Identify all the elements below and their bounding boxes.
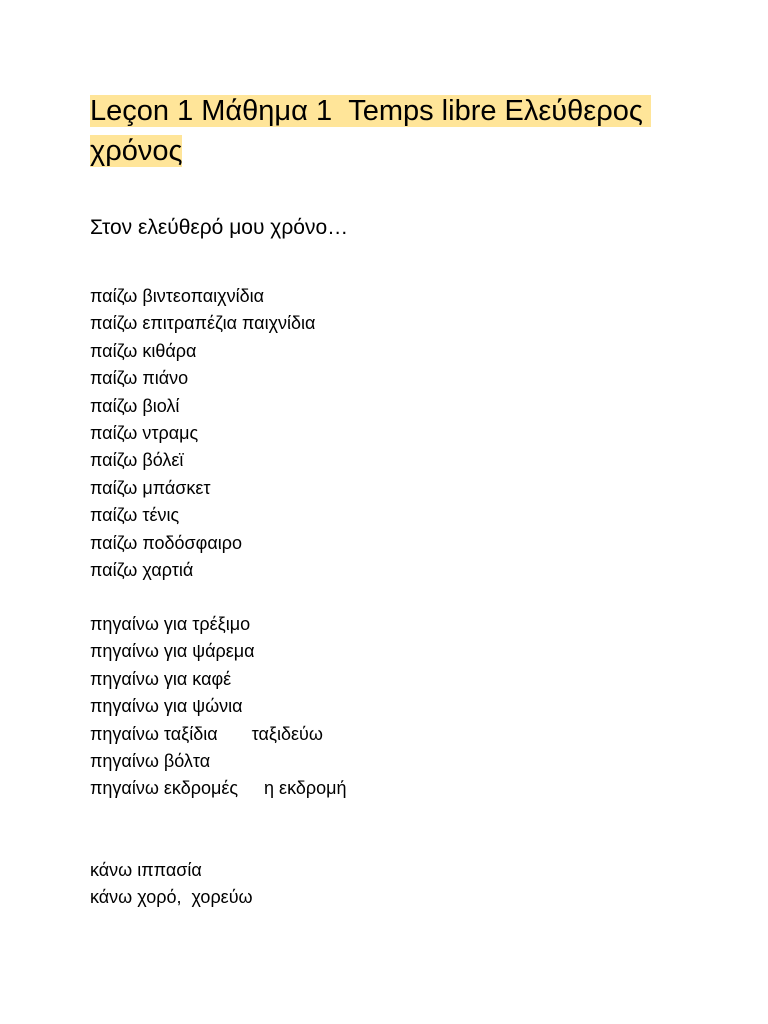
list-item: παίζω ντραμς [90, 422, 199, 443]
list-item [90, 611, 347, 638]
phrase-extra: η εκδρομή [264, 778, 347, 799]
phrase-main: πηγαίνω για τρέξιμο [90, 614, 251, 634]
list-item: παίζω τένις [90, 505, 180, 526]
phrase-extra: ταξιδεύω [251, 723, 323, 744]
kano-phrase-list [90, 857, 253, 912]
pigaino-phrase-list [90, 611, 347, 803]
phrase-main: πηγαίνω για ψάρεμα [90, 641, 255, 662]
list-item: κάνω χορό, χορεύω [90, 887, 253, 908]
list-item [90, 666, 347, 693]
list-item [90, 721, 347, 748]
list-item: παίζω μπάσκετ [90, 477, 211, 498]
list-item [90, 748, 347, 775]
list-item: κάνω ιππασία [90, 860, 202, 880]
list-item: παίζω ποδόσφαιρο [90, 532, 242, 553]
list-item: παίζω βιολί [90, 395, 180, 416]
phrase-main: πηγαίνω για καφέ [90, 668, 232, 689]
page-title [90, 91, 670, 171]
list-item [90, 693, 347, 720]
phrase-main: πηγαίνω ταξίδια [90, 723, 218, 744]
list-item: παίζω πιάνο [90, 368, 189, 389]
list-item [90, 775, 347, 802]
phrase-main: πηγαίνω εκδρομές [90, 778, 239, 799]
title-highlight: Leçon 1 Μάθημα 1 Temps libre Ελεύθερος χρόνος [90, 95, 651, 167]
list-item: παίζω βόλεϊ [90, 450, 184, 471]
list-item [90, 638, 347, 665]
section-subtitle: Στον ελεύθερό μου χρόνο… [90, 216, 349, 239]
phrase-main: πηγαίνω για ψώνια [90, 696, 243, 717]
list-item: παίζω επιτραπέζια παιχνίδια [90, 313, 316, 334]
phrase-main: πηγαίνω βόλτα [90, 750, 211, 771]
list-item: παίζω βιντεοπαιχνίδια [90, 286, 265, 306]
paizo-phrase-list [90, 283, 315, 584]
list-item: παίζω χαρτιά [90, 559, 194, 580]
list-item: παίζω κιθάρα [90, 340, 197, 361]
